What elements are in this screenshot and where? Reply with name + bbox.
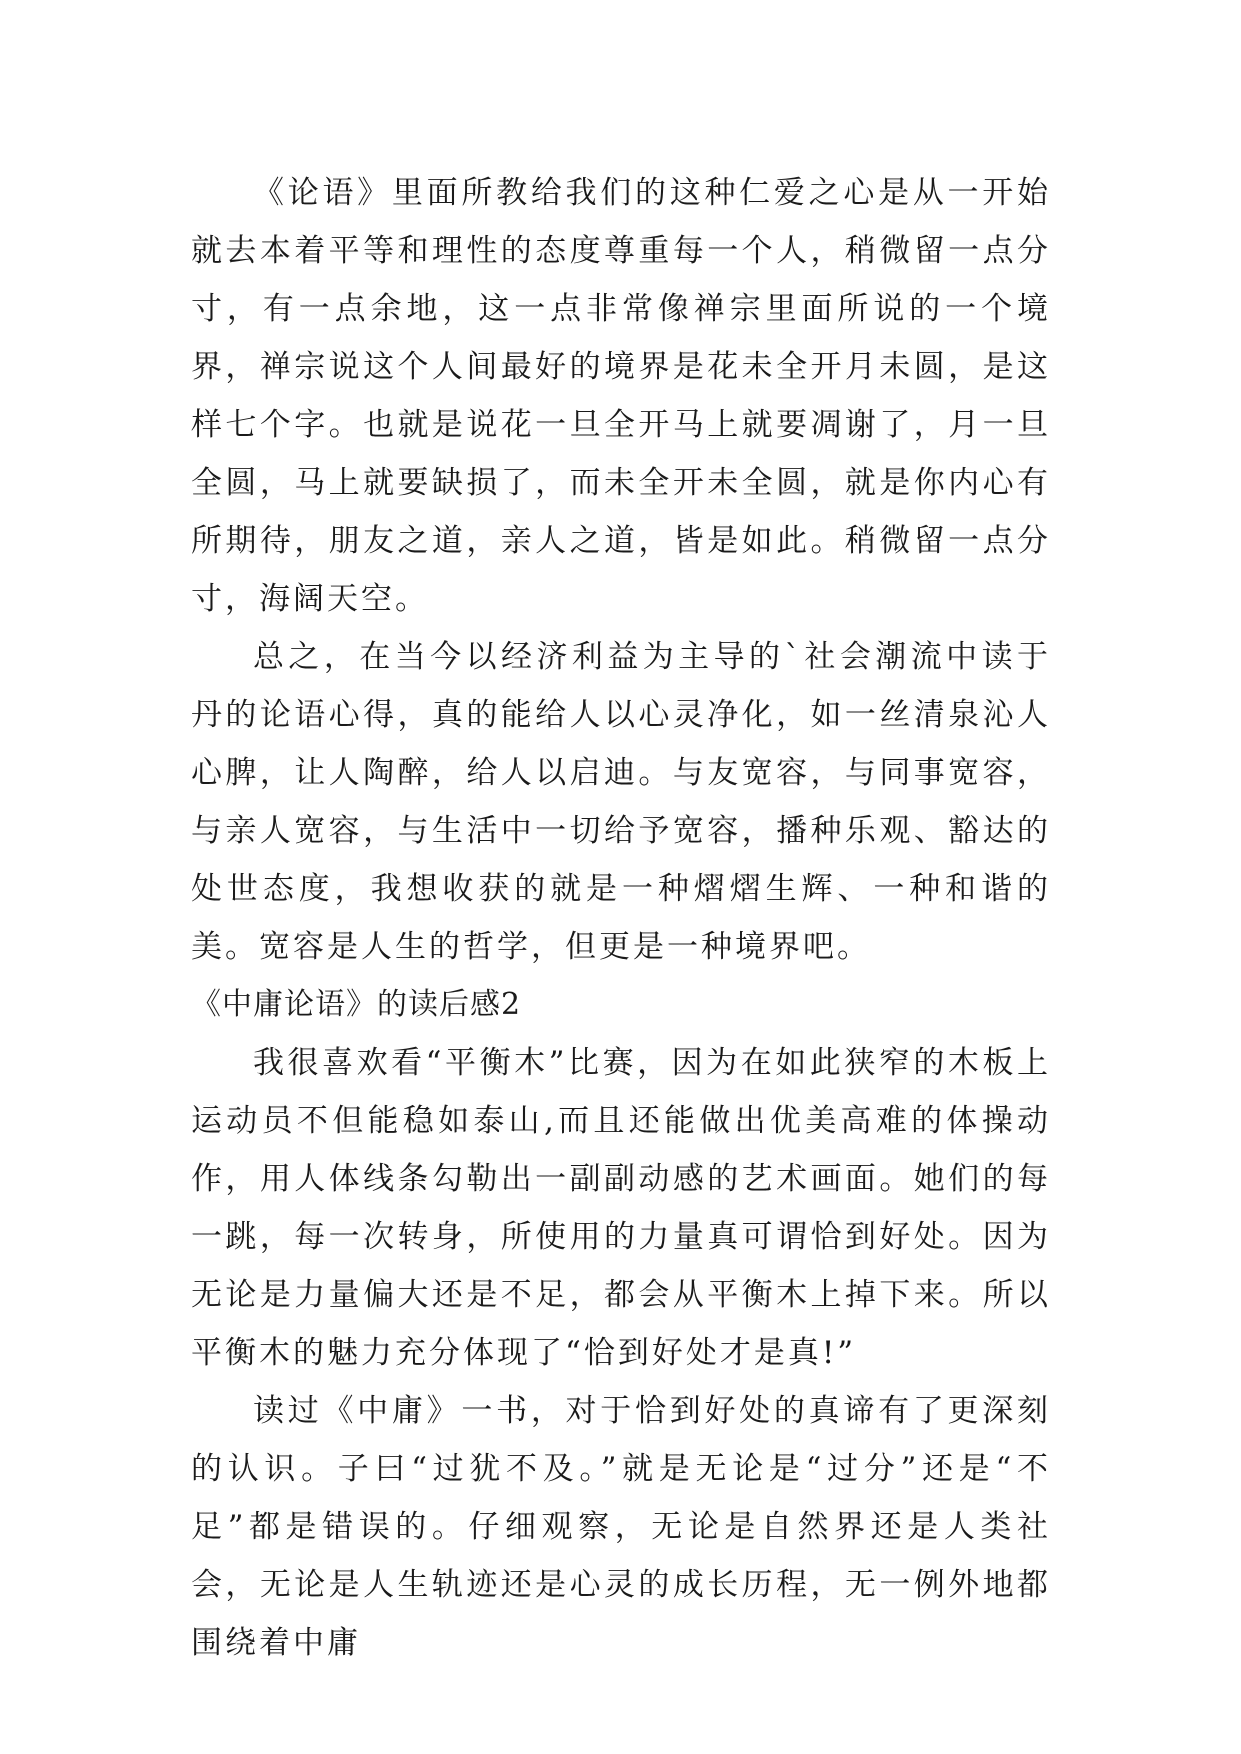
paragraph: 总之，在当今以经济利益为主导的`社会潮流中读于丹的论语心得，真的能给人以心灵净化，如一丝清泉沁人心脾，让人陶醉，给人以启迪。与友宽容，与同事宽容，与亲人宽容，与生活中一切给予宽容，播种乐观、豁达的处世态度，我想收获的就是一种熠熠生辉、一种和谐的美。宽容是人生的哲学，但更是一种境界吧。 <box>191 639 1051 965</box>
paragraph: 我很喜欢看“平衡木”比赛，因为在如此狭窄的木板上运动员不但能稳如泰山,而且还能做出优美高难的体操动作，用人体线条勾勒出一副副动感的艺术画面。她们的每一跳，每一次转身，所使用的力量真可谓恰到好处。因为无论是力量偏大还是不足，都会从平衡木上掉下来。所以平衡木的魅力充分体现了“恰到好处才是真!” <box>191 1045 1051 1371</box>
document-body <box>191 164 1051 1672</box>
section-heading: 《中庸论语》的读后感2 <box>191 987 522 1022</box>
paragraph: 读过《中庸》一书，对于恰到好处的真谛有了更深刻的认识。子曰“过犹不及。”就是无论是“过分”还是“不足”都是错误的。仔细观察，无论是自然界还是人类社会，无论是人生轨迹还是心灵的成长历程，无一例外地都围绕着中庸 <box>191 1393 1051 1661</box>
paragraph: 《论语》里面所教给我们的这种仁爱之心是从一开始就去本着平等和理性的态度尊重每一个人，稍微留一点分寸，有一点余地，这一点非常像禅宗里面所说的一个境界，禅宗说这个人间最好的境界是花未全开月未圆，是这样七个字。也就是说花一旦全开马上就要凋谢了，月一旦全圆，马上就要缺损了，而未全开未全圆，就是你内心有所期待，朋友之道，亲人之道，皆是如此。稍微留一点分寸，海阔天空。 <box>191 175 1051 617</box>
